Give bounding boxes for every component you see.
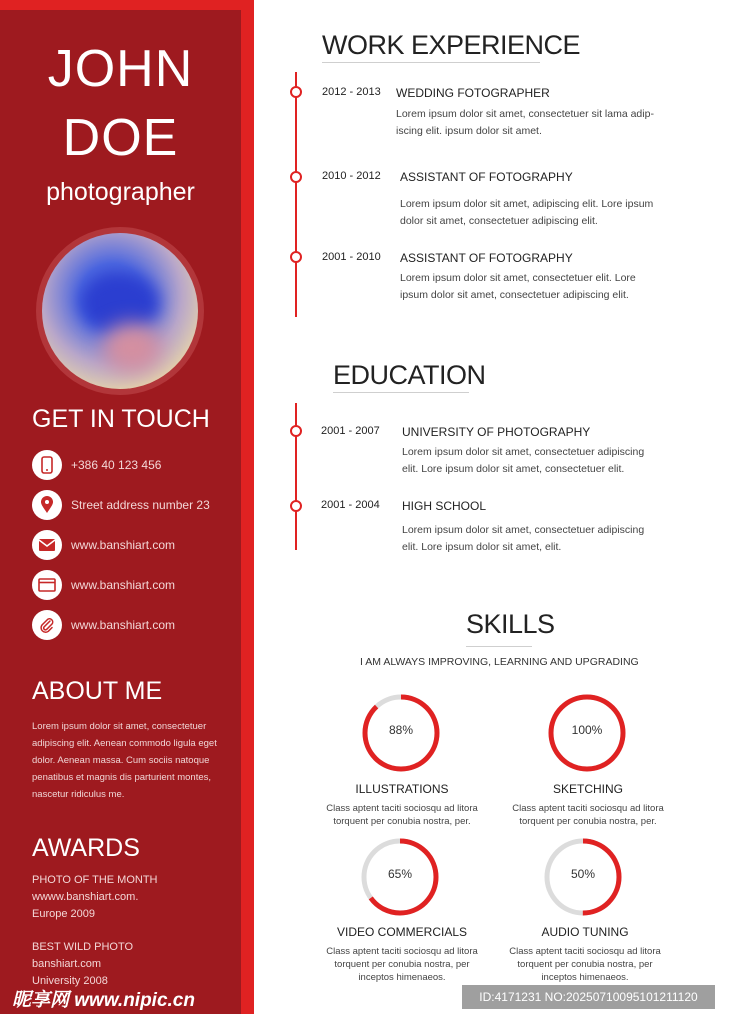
contact-address[interactable]: [32, 490, 210, 520]
experience-title: ASSISTANT OF FOTOGRAPHY: [400, 170, 573, 184]
heading-underline: [333, 392, 469, 393]
award-site: banshiart.com: [32, 958, 102, 970]
education-date: 2001 - 2007: [321, 425, 380, 437]
about-heading: ABOUT ME: [32, 677, 163, 705]
award-site: wwww.banshiart.com.: [32, 891, 139, 903]
heading-underline: [466, 646, 532, 647]
skill-percent: 50%: [570, 867, 596, 881]
experience-date: 2001 - 2010: [322, 251, 381, 263]
skill-percent: 65%: [387, 867, 413, 881]
skill-desc: Class aptent taciti sociosqu ad litora torquent per conubia nostra, per.: [512, 803, 664, 827]
skill-percent: 100%: [571, 723, 603, 737]
award-year: University 2008: [32, 975, 108, 987]
education-desc: Lorem ipsum dolor sit amet, consectetuer adipiscing elit. Lore ipsum dolor sit amet, consectetuer elit.: [402, 446, 645, 475]
skills-subheading: I AM ALWAYS IMPROVING, LEARNING AND UPGRADING: [360, 656, 639, 668]
experience-timeline: [295, 72, 297, 317]
skill-ring: [361, 693, 441, 773]
contact-phone-text: +386 40 123 456: [71, 458, 162, 472]
education-title: UNIVERSITY OF PHOTOGRAPHY: [402, 425, 591, 439]
first-name: JOHN: [47, 40, 194, 98]
experience-title: WEDDING FOTOGRAPHER: [396, 86, 550, 100]
contact-portfolio-text: www.banshiart.com: [71, 618, 176, 632]
contact-phone[interactable]: [32, 450, 161, 480]
skill-title: SKETCHING: [552, 782, 623, 796]
experience-date: 2012 - 2013: [322, 86, 381, 98]
award-title: BEST WILD PHOTO: [32, 941, 134, 953]
skill-title: AUDIO TUNING: [541, 925, 629, 939]
skill-ring: [547, 693, 627, 773]
browser-icon: [32, 570, 62, 600]
last-name: DOE: [62, 109, 179, 167]
phone-icon: [32, 450, 62, 480]
contact-website[interactable]: [32, 570, 175, 600]
experience-desc: Lorem ipsum dolor sit amet, adipiscing elit. Lore ipsum dolor sit amet, consectetuer adipiscing elit.: [400, 198, 654, 227]
profile-photo: [42, 233, 198, 389]
job-role: photographer: [46, 178, 195, 206]
work-experience-heading: WORK EXPERIENCE: [322, 30, 581, 60]
timeline-dot: [290, 86, 302, 98]
contact-portfolio[interactable]: [32, 610, 175, 640]
paperclip-icon: [32, 610, 62, 640]
skill-percent: 88%: [388, 723, 414, 737]
award-title: PHOTO OF THE MONTH: [32, 874, 158, 886]
mail-icon: [32, 530, 62, 560]
timeline-dot: [290, 425, 302, 437]
location-pin-icon: [32, 490, 62, 520]
watermark-site: 昵享网 www.nipic.cn: [12, 990, 195, 1011]
skill-title: VIDEO COMMERCIALS: [336, 925, 468, 939]
experience-title: ASSISTANT OF FOTOGRAPHY: [400, 251, 573, 265]
education-desc: Lorem ipsum dolor sit amet, consectetuer adipiscing elit. Lore ipsum dolor sit amet, elit.: [402, 524, 645, 553]
sidebar: [0, 10, 241, 1014]
award-year: Europe 2009: [32, 908, 95, 920]
watermark-id: ID:4171231 NO:20250710095101211120: [462, 985, 715, 1009]
education-heading: EDUCATION: [333, 360, 486, 390]
award-item: [32, 939, 133, 990]
education-title: HIGH SCHOOL: [402, 499, 487, 513]
contact-email[interactable]: [32, 530, 175, 560]
contact-heading: GET IN TOUCH: [32, 405, 210, 433]
contact-email-text: www.banshiart.com: [71, 538, 176, 552]
skill-desc: Class aptent taciti sociosqu ad litora torquent per conubia nostra, per.: [326, 803, 478, 827]
skill-desc: Class aptent taciti sociosqu ad litora torquent per conubia nostra, per inceptos himenaeos.: [326, 946, 478, 983]
skills-heading: SKILLS: [466, 609, 555, 639]
education-date: 2001 - 2004: [321, 499, 380, 511]
experience-date: 2010 - 2012: [322, 170, 381, 182]
award-item: [32, 872, 158, 923]
contact-website-text: www.banshiart.com: [71, 578, 176, 592]
experience-desc: Lorem ipsum dolor sit amet, consectetuer sit lama adip- iscing elit. ipsum dolor sit amet.: [396, 108, 654, 137]
timeline-dot: [290, 171, 302, 183]
skill-ring: [543, 837, 623, 917]
skill-desc: Class aptent taciti sociosqu ad litora torquent per conubia nostra, per inceptos himenaeos.: [509, 946, 661, 983]
experience-desc: Lorem ipsum dolor sit amet, consectetuer elit. Lore ipsum dolor sit amet, consectetuer adipiscing elit.: [400, 272, 636, 301]
profile-photo-frame: [36, 227, 204, 395]
contact-address-text: Street address number 23: [71, 498, 210, 512]
timeline-dot: [290, 500, 302, 512]
awards-heading: AWARDS: [32, 834, 140, 862]
about-text: Lorem ipsum dolor sit amet, consectetuer adipiscing elit. Aenean commodo ligula eget dolor. Aenean massa. Cum sociis natoque penatibus et magnis dis parturient montes, nascetur ridiculus me.: [32, 721, 217, 800]
heading-underline: [322, 62, 540, 63]
skill-ring: [360, 837, 440, 917]
timeline-dot: [290, 251, 302, 263]
skill-title: ILLUSTRATIONS: [355, 782, 449, 796]
